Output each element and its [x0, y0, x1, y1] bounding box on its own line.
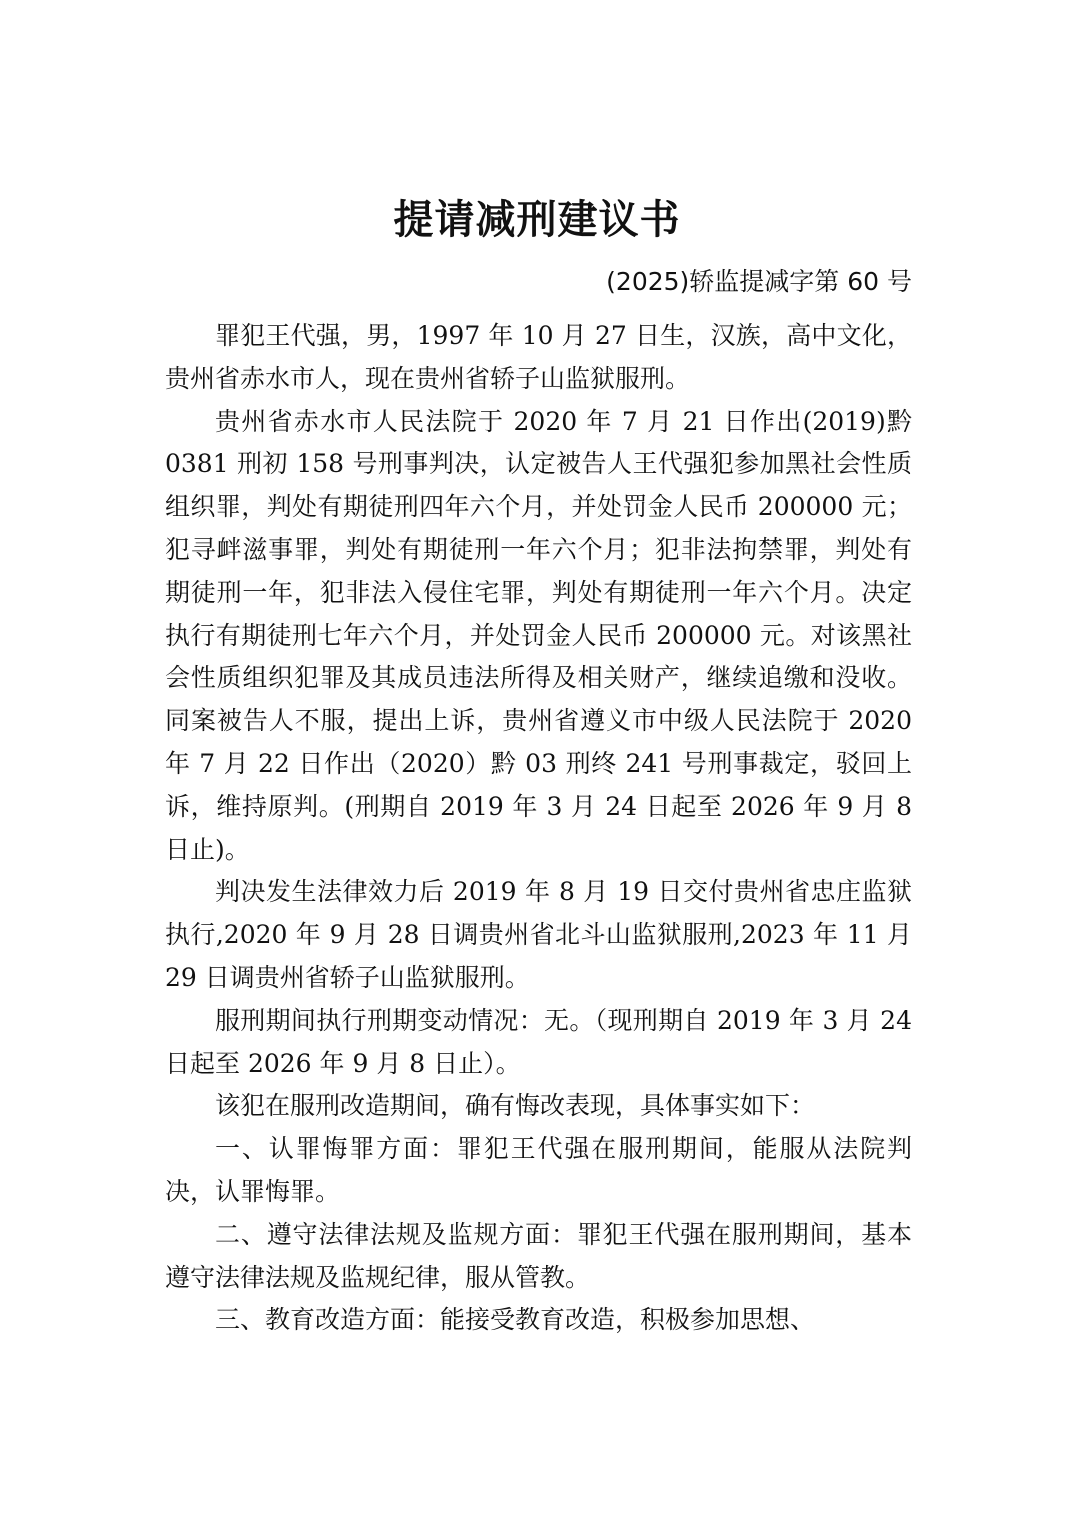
paragraph-execution: 判决发生法律效力后 2019 年 8 月 19 日交付贵州省忠庄监狱执行,2020 年 9 月 28 日调贵州省北斗山监狱服刑,2023 年 11 月 29 日调贵州省轿子山监狱服刑。 — [165, 877, 912, 992]
document-title: 提请减刑建议书 — [393, 196, 681, 243]
paragraph-education: 三、教育改造方面：能接受教育改造，积极参加思想、 — [215, 1305, 816, 1335]
paragraph-offender-info: 罪犯王代强，男，1997 年 10 月 27 日生，汉族，高中文化，贵州省赤水市人，现在贵州省轿子山监狱服刑。 — [165, 321, 912, 393]
paragraph-sentence-change: 服刑期间执行刑期变动情况：无。（现刑期自 2019 年 3 月 24 日起至 2026 年 9 月 8 日止）。 — [165, 1005, 912, 1078]
document-number: (2025)轿监提减字第 60 号 — [606, 267, 912, 296]
document-body — [165, 315, 912, 1342]
paragraph-judgment: 贵州省赤水市人民法院于 2020 年 7 月 21 日作出(2019)黔 0381 刑初 158 号刑事判决，认定被告人王代强犯参加黑社会性质组织罪，判处有期徒刑四年六个月，并处罚金人民币 200000 元；犯寻衅滋事罪，判处有期徒刑一年六个月；犯非法拘禁罪，判处有期徒刑一年，犯非法入侵住宅罪，判处有期徒刑一年六个月。决定执行有期徒刑七年六个月，并处罚金人民币 200000 元。对该黑社会性质组织犯罪及其成员违法所得及相关财产，继续追缴和没收。同案被告人不服，提出上诉，贵州省遵义市中级人民法院于 2020 年 7 月 22 日作出（2020）黔 03 刑终 241 号刑事裁定，驳回上诉，维持原判。(刑期自 2019 年 3 月 24 日起至 2026 年 9 月 8 日止)。 — [165, 406, 912, 864]
paragraph-confession: 一、认罪悔罪方面：罪犯王代强在服刑期间，能服从法院判决，认罪悔罪。 — [165, 1134, 912, 1206]
paragraph-remorse-intro: 该犯在服刑改造期间，确有悔改表现，具体事实如下： — [215, 1091, 816, 1121]
paragraph-compliance: 二、遵守法律法规及监规方面：罪犯王代强在服刑期间，基本遵守法律法规及监规纪律，服从管教。 — [165, 1219, 912, 1292]
